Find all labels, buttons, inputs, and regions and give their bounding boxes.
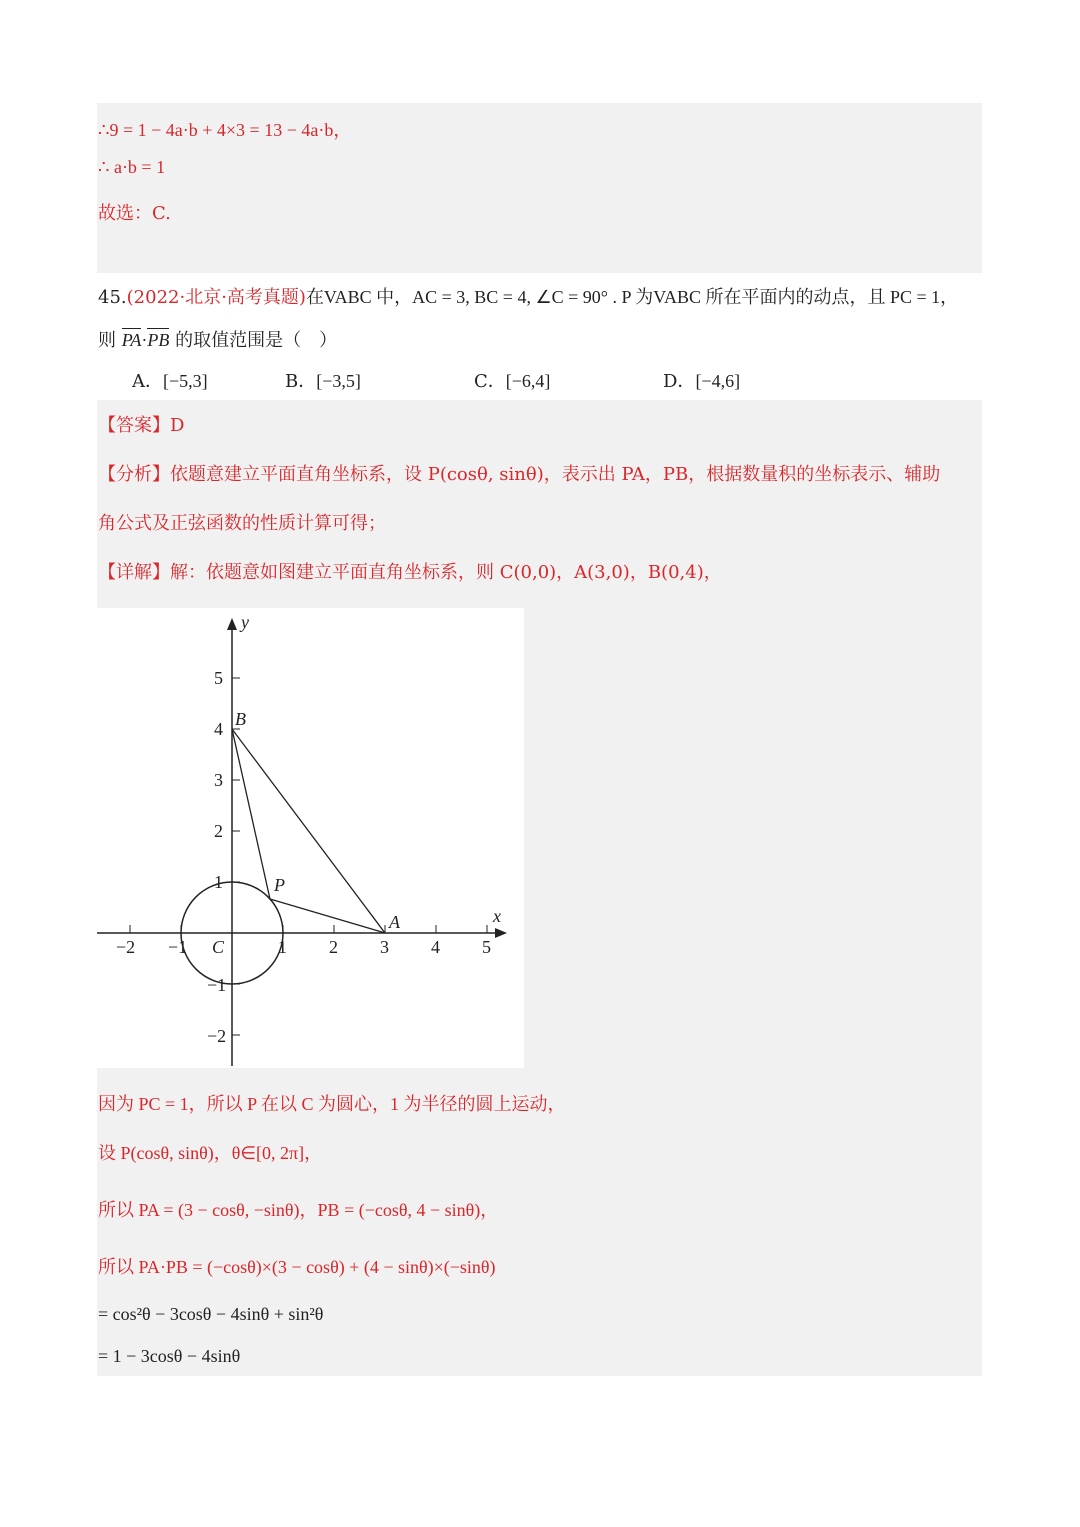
option-c-label: C． <box>474 371 506 392</box>
question-source: (2022·北京·高考真题) <box>126 287 306 308</box>
y-tick-label: 5 <box>214 668 223 688</box>
solution-step-5: = cos²θ − 3cosθ − 4sinθ + sin²θ <box>98 1304 324 1324</box>
solution-line-2: ∴ a·b = 1 <box>98 157 166 177</box>
point-c-label: C <box>212 937 225 957</box>
stem-suffix: 的取值范围是（ ） <box>169 330 338 351</box>
vector-pa: PA <box>121 330 142 350</box>
x-tick-marks <box>130 925 487 933</box>
option-b[interactable] <box>285 367 361 393</box>
x-tick-label: 5 <box>482 937 491 957</box>
option-d-label: D． <box>663 371 696 392</box>
y-tick-label: 4 <box>214 719 223 739</box>
option-c[interactable] <box>474 367 550 393</box>
x-tick-label: −1 <box>168 937 188 957</box>
option-d[interactable] <box>663 367 740 393</box>
y-tick-label: 3 <box>214 770 223 790</box>
analysis-line-1: 【分析】依题意建立平面直角坐标系，设 P(cosθ, sinθ)，表示出 PA，PB，根据数量积的坐标表示、辅助 <box>98 464 941 485</box>
option-d-value: [−4,6] <box>695 371 741 391</box>
point-b-label: B <box>235 709 246 729</box>
option-a[interactable] <box>132 367 208 393</box>
solution-step-2: 设 P(cosθ, sinθ)，θ∈[0, 2π]， <box>98 1143 323 1163</box>
question-stem-line-2 <box>98 326 337 352</box>
point-a-label: A <box>389 912 400 932</box>
answer-line: 【答案】D <box>98 415 185 436</box>
segment-pa <box>270 899 385 933</box>
y-axis-label: y <box>241 612 249 632</box>
solution-line-1: ∴9 = 1 − 4a·b + 4×3 = 13 − 4a·b， <box>98 120 352 140</box>
option-b-value: [−3,5] <box>316 371 361 391</box>
y-tick-label: −2 <box>207 1026 227 1046</box>
option-c-value: [−6,4] <box>505 371 551 391</box>
coordinate-figure <box>97 608 524 1068</box>
y-tick-label: 2 <box>214 821 223 841</box>
x-tick-label: 4 <box>431 937 440 957</box>
solution-step-4: 所以 PA·PB = (−cosθ)×(3 − cosθ) + (4 − sinθ)×(−sinθ) <box>98 1257 496 1277</box>
x-tick-label: 3 <box>380 937 389 957</box>
question-number: 45. <box>98 287 127 308</box>
option-a-label: A． <box>132 371 163 392</box>
option-b-label: B． <box>285 371 317 392</box>
x-axis-label: x <box>493 906 501 926</box>
x-tick-label: 1 <box>278 937 287 957</box>
detail-line: 【详解】解：依题意如图建立平面直角坐标系，则 C(0,0)，A(3,0)，B(0,4)， <box>98 562 722 583</box>
solution-step-1: 因为 PC = 1，所以 P 在以 C 为圆心，1 为半径的圆上运动， <box>98 1094 566 1114</box>
option-a-value: [−5,3] <box>163 371 208 391</box>
dot-operator: · <box>141 330 148 350</box>
x-axis-arrow <box>495 928 507 938</box>
y-tick-label: −1 <box>207 975 227 995</box>
question-stem-text: 在VABC 中，AC = 3, BC = 4, ∠C = 90° . P 为VABC 所在平面内的动点，且 PC = 1， <box>305 287 959 307</box>
question-stem-line-1 <box>98 283 958 309</box>
vector-pb: PB <box>147 330 170 350</box>
analysis-line-2: 角公式及正弦函数的性质计算可得； <box>98 513 386 534</box>
solution-step-3: 所以 PA = (3 − cosθ, −sinθ)，PB = (−cosθ, 4 − sinθ)， <box>98 1200 499 1220</box>
x-tick-label: −2 <box>116 937 136 957</box>
figure-svg <box>97 608 524 1068</box>
y-tick-label: 1 <box>214 872 223 892</box>
choice-line: 故选：C. <box>98 203 171 224</box>
solution-step-6: = 1 − 3cosθ − 4sinθ <box>98 1346 241 1366</box>
y-axis-arrow <box>227 618 237 630</box>
x-tick-label: 2 <box>329 937 338 957</box>
point-p-label: P <box>274 875 285 895</box>
stem-prefix: 则 <box>98 330 116 351</box>
